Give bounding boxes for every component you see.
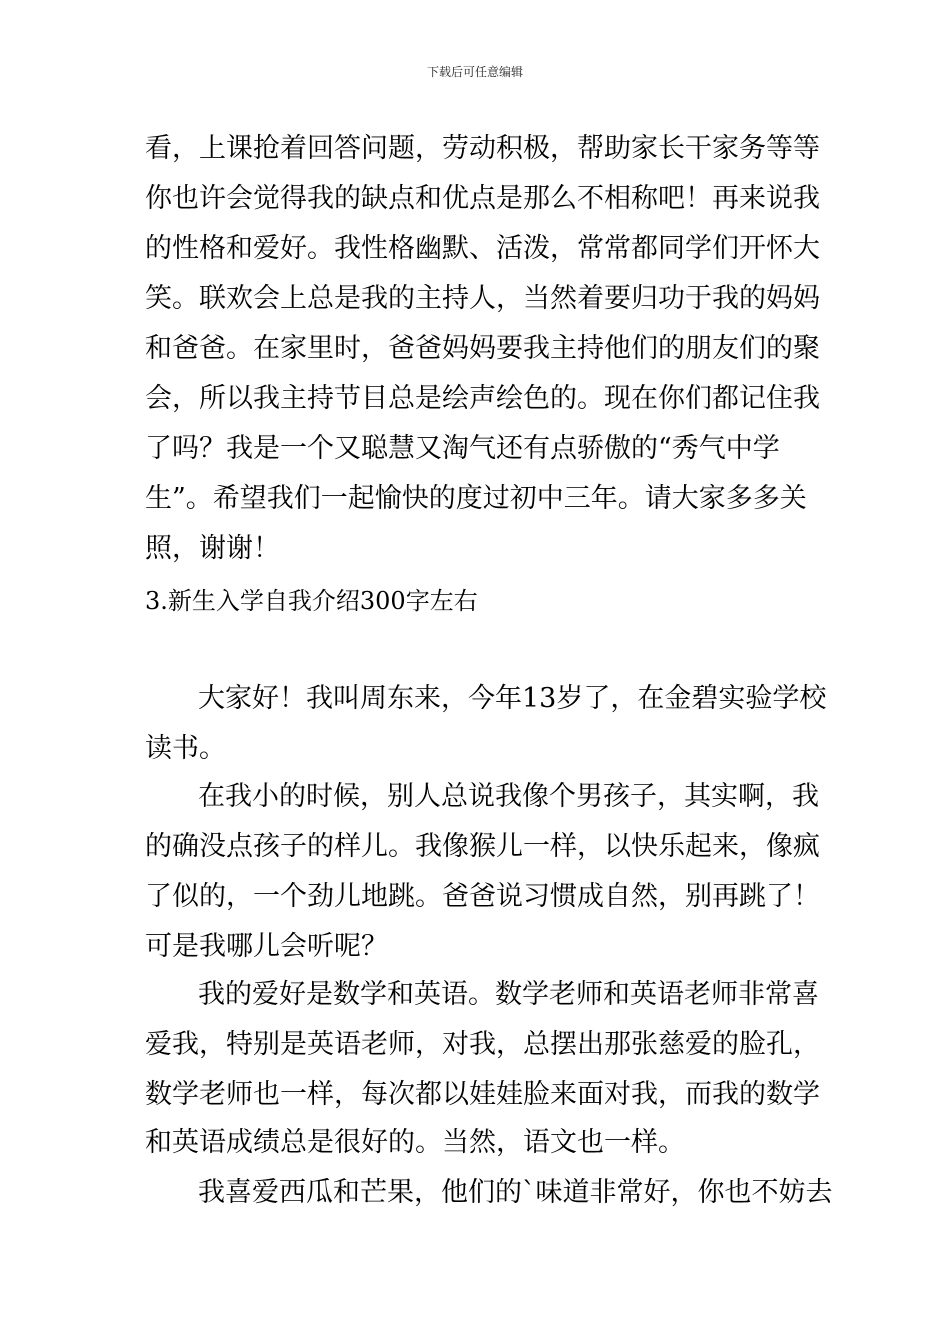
- section-heading: 3.新生入学自我介绍300字左右: [145, 587, 478, 615]
- text-line: 照，谢谢！: [145, 533, 280, 564]
- text-line: 我的爱好是数学和英语。数学老师和英语老师非常喜: [198, 979, 819, 1010]
- text-line: 数学老师也一样，每次都以娃娃脸来面对我，而我的数学: [145, 1079, 820, 1110]
- text-line: 了似的，一个劲儿地跳。爸爸说习惯成自然，别再跳了！: [145, 881, 820, 912]
- text-line: 看，上课抢着回答问题，劳动积极，帮助家长干家务等等: [145, 133, 820, 164]
- text-line: 和英语成绩总是很好的。当然，语文也一样。: [145, 1127, 685, 1158]
- text-line: 读书。: [145, 733, 226, 764]
- text-line: 我喜爱西瓜和芒果，他们的`味道非常好，你也不妨去: [198, 1177, 833, 1208]
- text-line: 了吗？我是一个又聪慧又淘气还有点骄傲的“秀气中学: [145, 433, 780, 464]
- text-line: 和爸爸。在家里时，爸爸妈妈要我主持他们的朋友们的聚: [145, 333, 820, 364]
- text-line: 在我小的时候，别人总说我像个男孩子，其实啊，我: [198, 781, 819, 812]
- text-line: 大家好！我叫周东来，今年13岁了，在金碧实验学校: [198, 683, 827, 714]
- text-line: 你也许会觉得我的缺点和优点是那么不相称吧！再来说我: [145, 183, 820, 214]
- text-line: 的确没点孩子的样儿。我像猴儿一样，以快乐起来，像疯: [145, 831, 820, 862]
- text-line: 的性格和爱好。我性格幽默、活泼，常常都同学们开怀大: [145, 233, 820, 264]
- page-header: 下载后可任意编辑: [426, 65, 523, 79]
- text-line: 生”。希望我们一起愉快的度过初中三年。请大家多多关: [145, 483, 807, 514]
- text-line: 笑。联欢会上总是我的主持人，当然着要归功于我的妈妈: [145, 283, 820, 314]
- text-line: 可是我哪儿会听呢？: [145, 931, 388, 962]
- text-line: 会，所以我主持节目总是绘声绘色的。现在你们都记住我: [145, 383, 820, 414]
- text-line: 爱我，特别是英语老师，对我，总摆出那张慈爱的脸孔，: [145, 1029, 820, 1060]
